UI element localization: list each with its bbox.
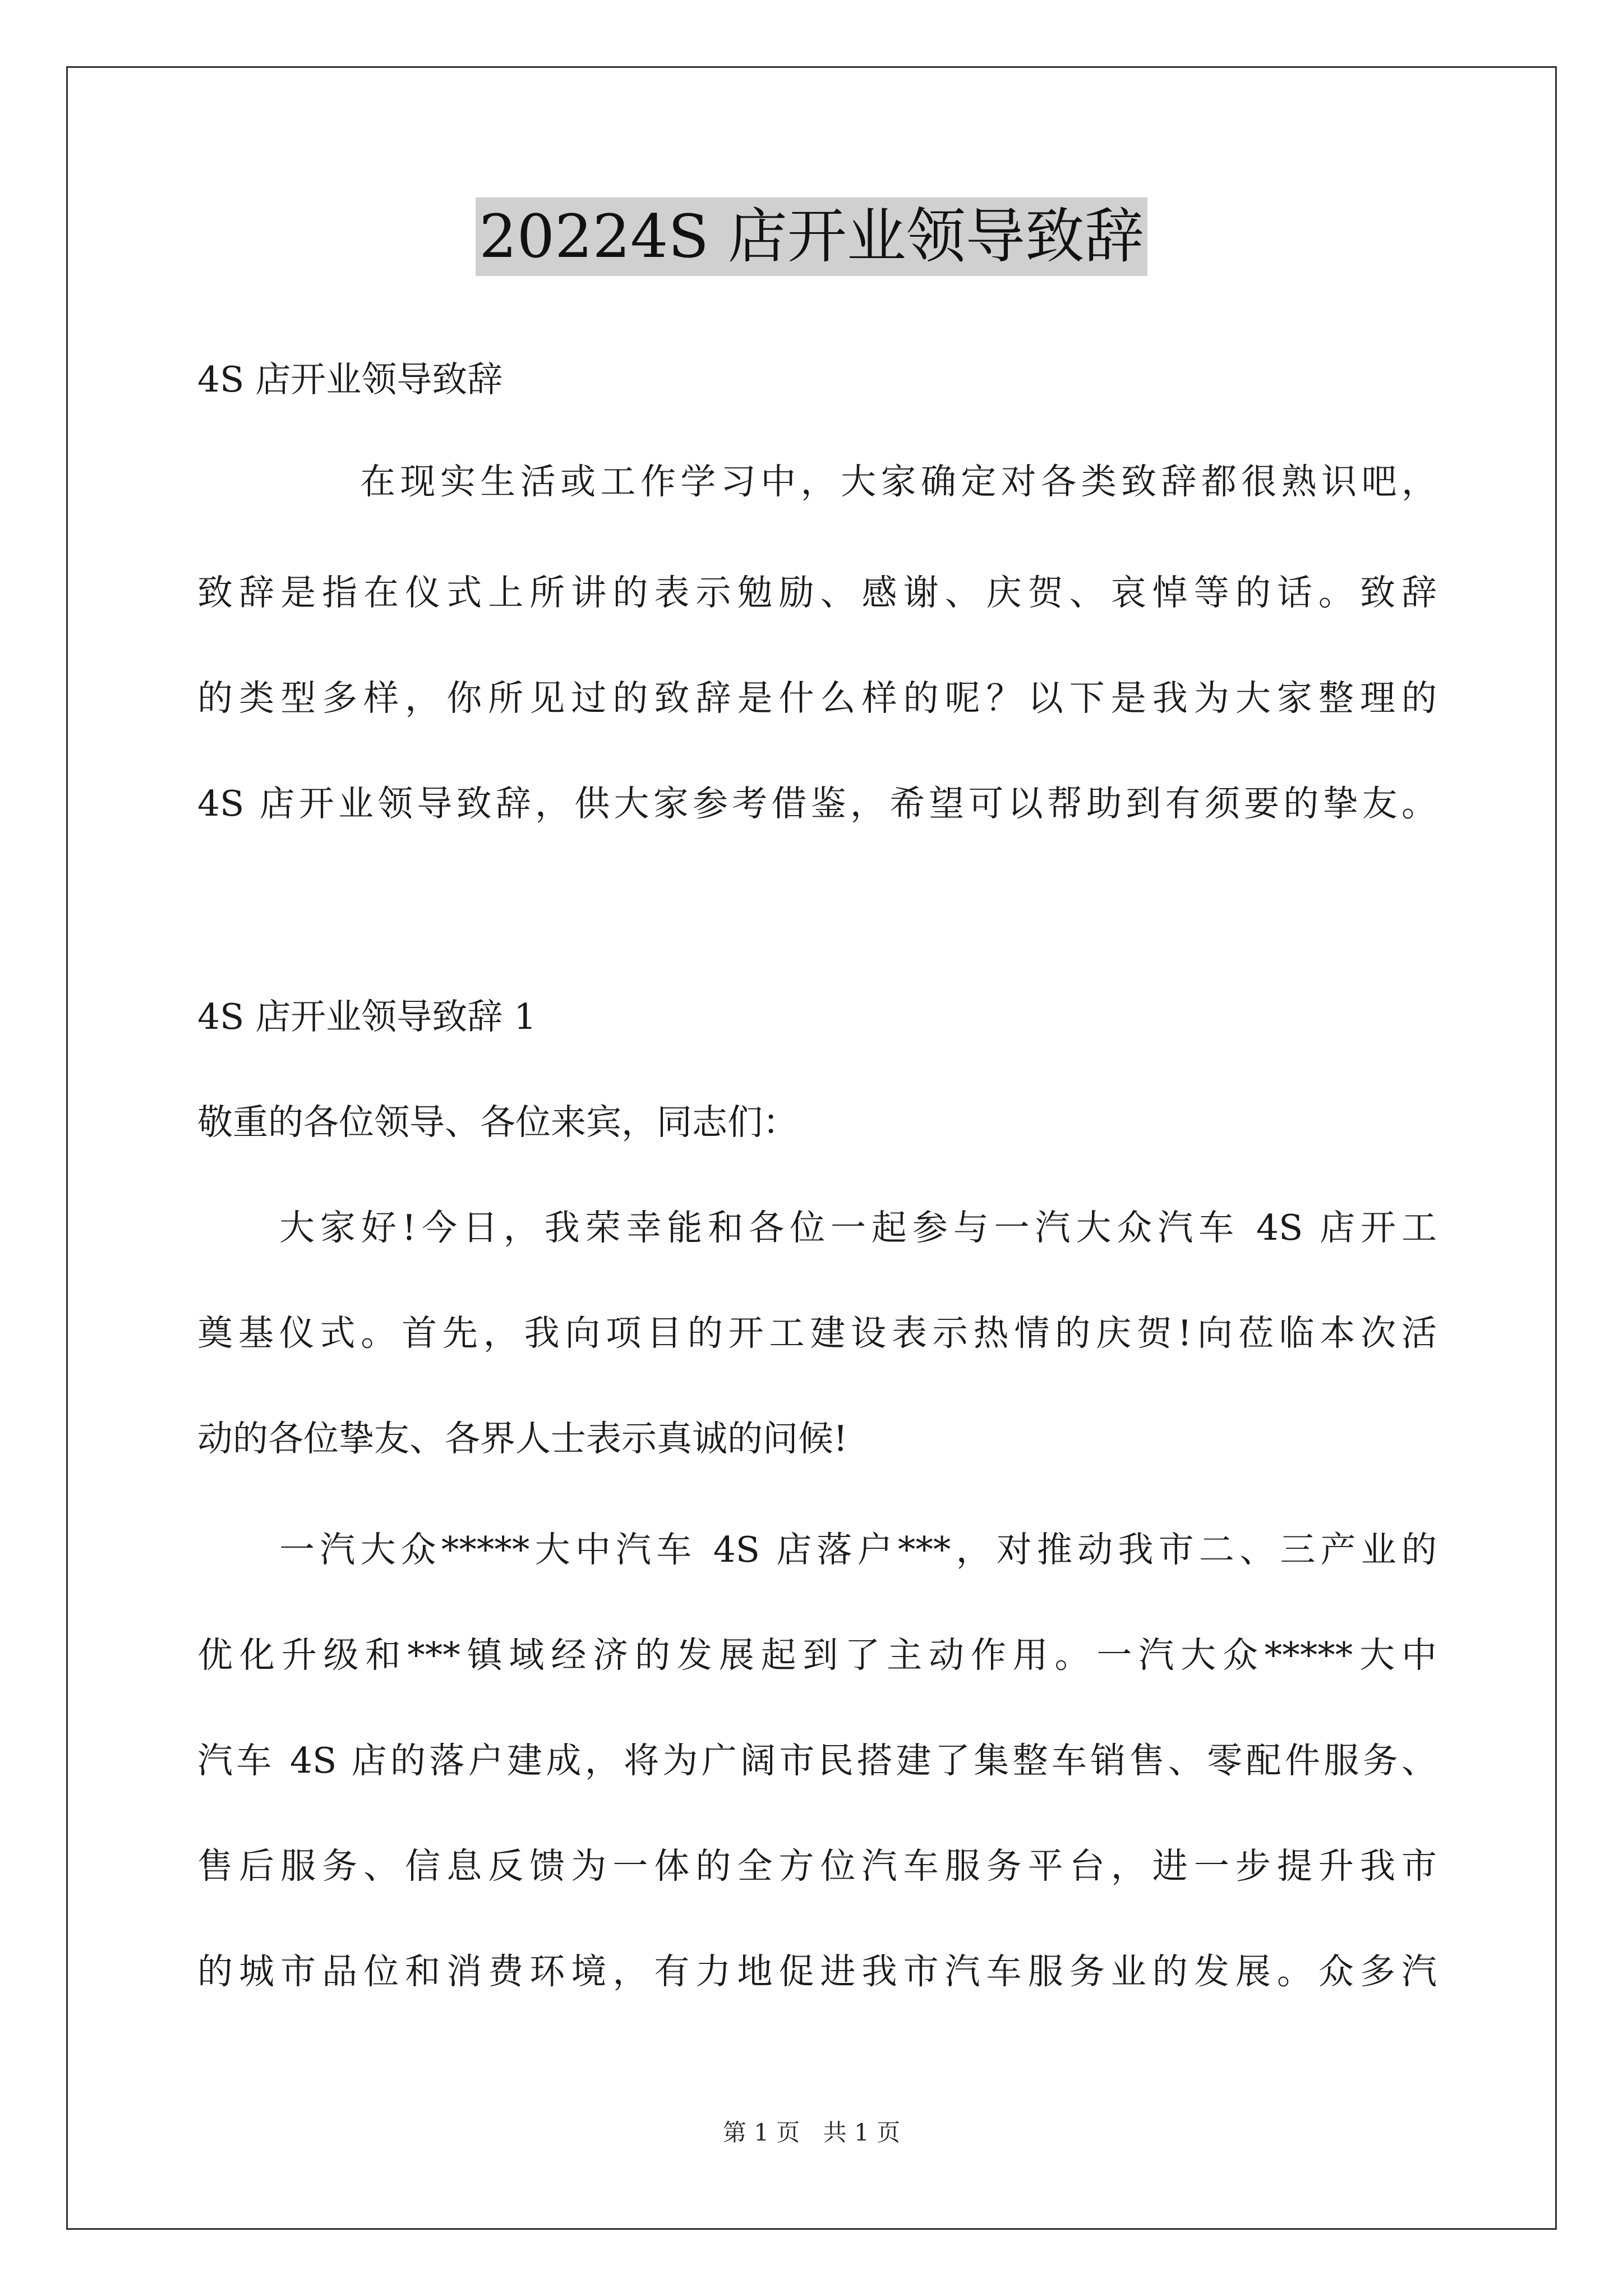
paragraph1-line-2: 奠基仪式。首先，我向项目的开工建设表示热情的庆贺!向莅临本次活 <box>197 1313 1437 1354</box>
page-number: 第 1 页 <box>722 2119 800 2146</box>
document-title: 20224S 店开业领导致辞 <box>476 197 1147 276</box>
salutation: 敬重的各位领导、各位来宾，同志们： <box>197 1102 798 1143</box>
page-footer <box>0 2116 1623 2150</box>
subtitle: 4S 店开业领导致辞 <box>197 359 503 400</box>
page-total: 共 1 页 <box>823 2119 901 2146</box>
intro-line-2: 致辞是指在仪式上所讲的表示勉励、感谢、庆贺、哀悼等的话。致辞 <box>197 572 1437 613</box>
paragraph1-line-1: 大家好!今日，我荣幸能和各位一起参与一汽大众汽车 4S 店开工 <box>279 1207 1437 1248</box>
intro-line-4: 4S 店开业领导致辞，供大家参考借鉴，希望可以帮助到有须要的挚友。 <box>197 783 1437 824</box>
paragraph2-line-3: 汽车 4S 店的落户建成，将为广阔市民搭建了集整车销售、零配件服务、 <box>197 1740 1437 1781</box>
paragraph2-line-4: 售后服务、信息反馈为一体的全方位汽车服务平台，进一步提升我市 <box>197 1846 1437 1887</box>
paragraph2-line-5: 的城市品位和消费环境，有力地促进我市汽车服务业的发展。众多汽 <box>197 1951 1437 1992</box>
paragraph2-line-2: 优化升级和***镇域经济的发展起到了主动作用。一汽大众*****大中 <box>197 1635 1437 1676</box>
title-container <box>0 197 1623 276</box>
intro-line-1: 在现实生活或工作学习中，大家确定对各类致辞都很熟识吧， <box>360 461 1437 502</box>
intro-line-3: 的类型多样，你所见过的致辞是什么样的呢？以下是我为大家整理的 <box>197 678 1437 719</box>
paragraph2-line-1: 一汽大众*****大中汽车 4S 店落户***，对推动我市二、三产业的 <box>279 1529 1437 1570</box>
section-heading: 4S 店开业领导致辞 1 <box>197 996 537 1037</box>
paragraph1-line-3: 动的各位挚友、各界人士表示真诚的问候! <box>197 1418 848 1459</box>
